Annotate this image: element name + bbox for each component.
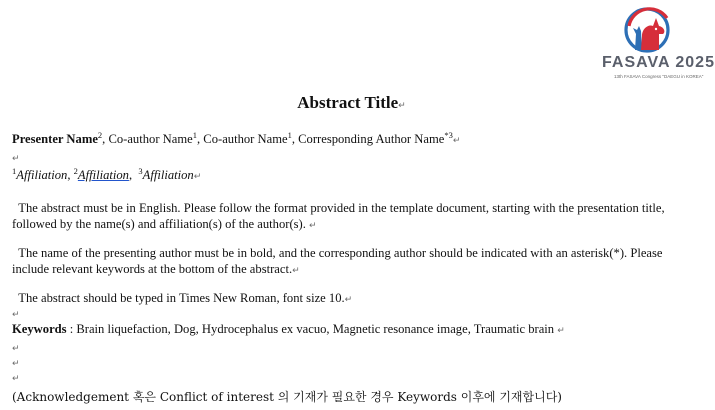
body-text-1: The abstract must be in English. Please follow the format provided in the template document, starting with the presentation title, followed by the name(s) and affiliation(s) of the author(s). <box>12 201 665 231</box>
paragraph-mark-icon: ↵ <box>309 221 317 231</box>
fasava-logo <box>600 4 715 84</box>
coauthor-2-sup: 1 <box>287 130 292 140</box>
paragraph-mark-icon: ↵ <box>12 359 20 369</box>
paragraph-mark-icon: ↵ <box>12 310 20 320</box>
paragraph-mark-icon: ↵ <box>398 101 406 111</box>
body-text-3: The abstract should be typed in Times New Roman, font size 10. <box>18 291 345 305</box>
logo-tagline: 13th FASAVA Congress "DAEGU in KOREA" <box>614 74 704 79</box>
empty-paragraph[interactable] <box>12 150 20 165</box>
abstract-title[interactable] <box>0 93 703 113</box>
keywords-line[interactable] <box>12 322 565 337</box>
paragraph-mark-icon: ↵ <box>344 295 353 305</box>
body-text-2: The name of the presenting author must be in bold, and the corresponding author should be indicated with an asterisk(*). Please include relevant keywords at the bottom of the abstract. <box>12 246 663 276</box>
title-text: Abstract Title <box>297 93 399 112</box>
empty-paragraph[interactable] <box>12 370 20 385</box>
body-paragraph-3[interactable] <box>12 291 352 306</box>
presenter-name: Presenter Name <box>12 132 98 146</box>
logo-wordmark: FASAVA 2025 <box>602 54 715 71</box>
paragraph-mark-icon: ↵ <box>452 136 461 146</box>
empty-paragraph[interactable] <box>12 355 20 370</box>
keywords-text: : Brain liquefaction, Dog, Hydrocephalus ex vacuo, Magnetic resonance image, Traumatic brain <box>66 322 555 336</box>
affiliation-2: Affiliation <box>77 168 129 182</box>
corresponding-sup: *3 <box>444 130 453 140</box>
affiliation-3-sup: 3 <box>138 166 143 176</box>
empty-paragraph[interactable] <box>12 340 20 355</box>
note-text: (Acknowledgement 혹은 Conflict of interest 의 기재가 필요한 경우 Keywords 이후에 기재합니다) <box>12 390 562 404</box>
paragraph-mark-icon: ↵ <box>292 266 300 276</box>
coauthor-1-sup: 1 <box>192 130 197 140</box>
affiliation-3: Affiliation <box>142 168 194 182</box>
paragraph-mark-icon: ↵ <box>12 344 20 354</box>
affiliation-line[interactable]: $^1$Affiliation, $^2$Affiliation, $^3$Affiliation↵ <box>12 166 202 182</box>
keywords-label: Keywords <box>12 322 67 336</box>
affiliation-1: Affiliation <box>16 168 68 182</box>
paragraph-mark-icon: ↵ <box>557 326 565 336</box>
paragraph-mark-icon: ↵ <box>12 374 20 384</box>
paragraph-mark-icon: ↵ <box>193 172 202 182</box>
empty-paragraph[interactable] <box>12 306 20 321</box>
paragraph-mark-icon: ↵ <box>12 154 20 164</box>
affiliation-2-sup: 2 <box>73 166 78 176</box>
corresponding-author-name: , Corresponding Author Name <box>291 132 445 146</box>
body-paragraph-2[interactable] <box>12 245 697 279</box>
coauthor-name-2: , Co-author Name <box>197 132 288 146</box>
presenter-sup: 2 <box>97 130 103 140</box>
coauthor-name-1: , Co-author Name <box>102 132 193 146</box>
body-paragraph-1[interactable] <box>12 200 697 234</box>
note-line[interactable] <box>12 388 562 405</box>
author-line[interactable] <box>12 132 460 147</box>
affiliation-1-sup: 1 <box>12 166 17 176</box>
cat-dog-emblem-icon <box>623 4 673 56</box>
